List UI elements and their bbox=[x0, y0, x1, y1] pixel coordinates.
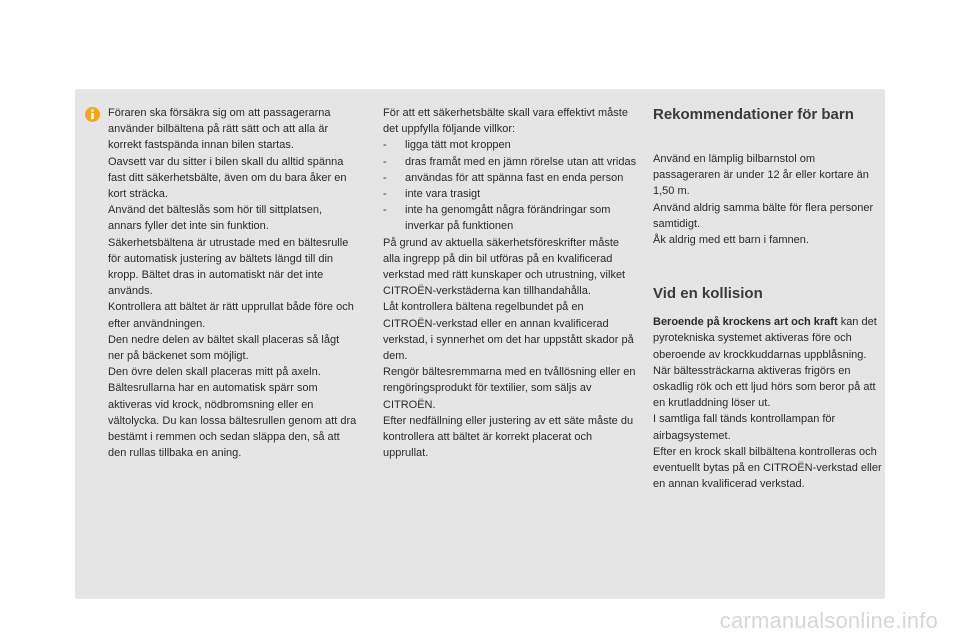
conditions-paragraph: Rengör bältesremmarna med en tvållösning eller en rengöringsprodukt för textilier, som säljs av CITROËN. bbox=[383, 366, 636, 411]
children-paragraph: Åk aldrig med ett barn i famnen. bbox=[653, 234, 809, 247]
section-spacer bbox=[653, 248, 885, 284]
children-paragraph: Använd aldrig samma bälte för flera personer samtidigt. bbox=[653, 201, 874, 230]
info-paragraph: Kontrollera att bältet är rätt upprullat både före och efter användningen. bbox=[108, 301, 354, 330]
collision-paragraph: I samtliga fall tänds kontrollampan för airbagsystemet. bbox=[653, 413, 836, 442]
list-item-text: inte ha genomgått några förändringar som inverkar på funktionen bbox=[405, 204, 611, 233]
info-paragraph: Den nedre delen av bältet skall placeras så lågt ner på bäckenet som möjligt. bbox=[108, 333, 340, 363]
collision-paragraph bbox=[653, 314, 885, 411]
info-paragraph: Säkerhetsbältena är utrustade med en bältesrulle för automatisk justering av bältets längd till din kropp. Bältet dras in automatiskt när det inte används. bbox=[108, 236, 349, 298]
list-item bbox=[383, 154, 638, 170]
watermark: carmanualsonline.info bbox=[719, 608, 938, 633]
info-paragraph: Bältesrullarna har en automatisk spärr som aktiveras vid krock, nödbromsning eller en vältolycka. Du kan lossa bältesrullen genom att dra bestämt i remmen och sedan släppa den, så att den rullas tillbaka en aning. bbox=[108, 382, 357, 460]
dash-bullet: - bbox=[383, 139, 387, 152]
section-heading-collision: Vid en kollision bbox=[653, 285, 763, 303]
dash-bullet: - bbox=[383, 188, 387, 201]
conditions-column bbox=[383, 105, 638, 461]
collision-text: kan det pyrotekniska systemet aktiveras före och oberoende av krockkuddarnas uppblåsning. När bältessträckarna aktiveras frigörs en oskadlig rök och ett ljud hörs som beror på att en krutladdning löser ut. bbox=[653, 316, 877, 410]
dash-bullet: - bbox=[383, 171, 387, 184]
collision-paragraph: Efter en krock skall bilbältena kontrolleras och eventuellt bytas på en CITROËN-verkstad eller en annan kvalificerad verkstad. bbox=[653, 445, 882, 491]
info-icon bbox=[85, 107, 100, 122]
conditions-paragraph: Låt kontrollera bältena regelbundet på en CITROËN-verkstad eller en annan kvalificerad verkstad, i synnerhet om det har uppstått skador på dem. bbox=[383, 301, 634, 363]
conditions-paragraph: Efter nedfällning eller justering av ett säte måste du kontrollera att bältet är korrekt placerat och upprullat. bbox=[383, 414, 634, 460]
list-item bbox=[383, 202, 638, 234]
dash-bullet: - bbox=[383, 204, 387, 217]
list-item-text: ligga tätt mot kroppen bbox=[405, 139, 511, 152]
collision-bold-lead: Beroende på krockens art och kraft bbox=[653, 316, 838, 329]
conditions-intro: För att ett säkerhetsbälte skall vara effektivt måste det uppfylla följande villkor: bbox=[383, 107, 628, 136]
info-column bbox=[108, 105, 358, 461]
list-item bbox=[383, 137, 638, 153]
section-heading-children: Rekommendationer för barn bbox=[653, 106, 854, 123]
info-paragraph: Oavsett var du sitter i bilen skall du alltid spänna fast ditt säkerhetsbälte, även om du bara åker en kort sträcka. bbox=[108, 155, 347, 201]
info-paragraph: Använd det bälteslås som hör till sittplatsen, annars fyller det inte sin funktion. bbox=[108, 204, 323, 233]
list-item-text: användas för att spänna fast en enda person bbox=[405, 171, 624, 184]
recommendations-column bbox=[653, 105, 885, 492]
list-item-text: inte vara trasigt bbox=[405, 188, 481, 201]
info-paragraph: Den övre delen skall placeras mitt på axeln. bbox=[108, 366, 321, 379]
info-paragraph: Föraren ska försäkra sig om att passagerarna använder bilbältena på rätt sätt och att alla är korrekt fastspända innan bilen startas. bbox=[108, 107, 331, 152]
list-item bbox=[383, 186, 638, 202]
children-paragraph: Använd en lämplig bilbarnstol om passageraren är under 12 år eller kortare än 1,50 m. bbox=[653, 153, 869, 198]
list-item bbox=[383, 170, 638, 186]
dash-bullet: - bbox=[383, 155, 387, 168]
conditions-paragraph: På grund av aktuella säkerhetsföreskrifter måste alla ingrepp på din bil utföras på en kvalificerad verkstad med rätt kunskaper och utrustning, vilket CITROËN-verkstäderna kan tillhandahålla. bbox=[383, 236, 626, 298]
list-item-text: dras framåt med en jämn rörelse utan att vridas bbox=[405, 155, 637, 168]
